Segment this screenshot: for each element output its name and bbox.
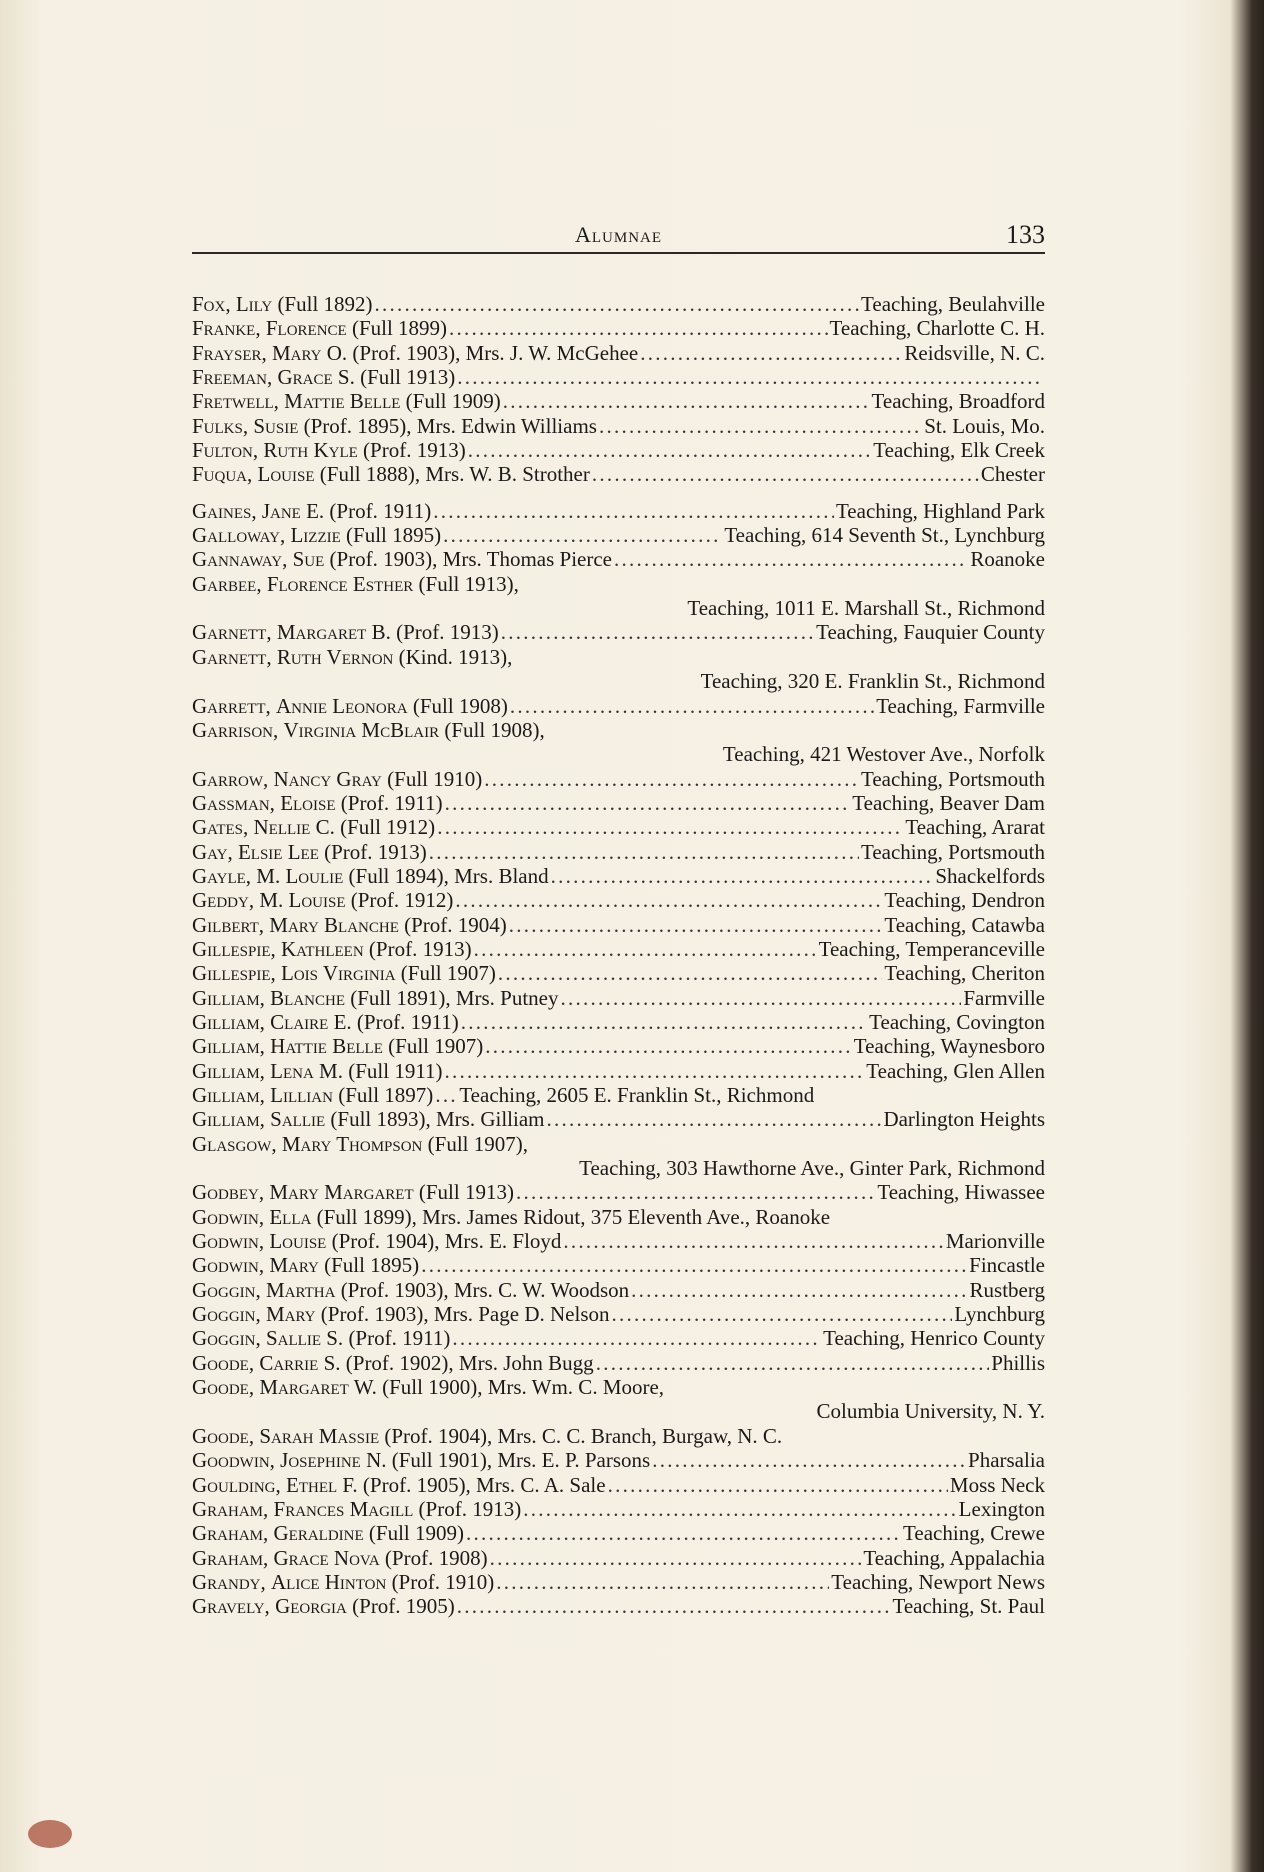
entry-surname: Godbey, [192, 1180, 265, 1205]
entry-detail: (Full 1908) [412, 693, 508, 718]
alumna-entry [192, 316, 1045, 340]
alumna-entry [192, 815, 1045, 839]
entry-surname: Godwin, [192, 1253, 265, 1278]
entry-given-name: Kathleen [281, 936, 364, 961]
entry-given-name: Mary Margaret [269, 1180, 414, 1205]
entry-place: Lexington [958, 1496, 1045, 1521]
entry-surname: Garbee, [192, 571, 262, 596]
dot-leader [640, 341, 902, 365]
dot-leader [445, 791, 851, 815]
alumna-entry [192, 1132, 1045, 1156]
entry-detail: (Full 1907) [388, 1034, 484, 1059]
entry-detail: (Full 1909) [405, 389, 501, 414]
entry-place: Teaching, Broadford [871, 389, 1045, 414]
entry-place: Moss Neck [949, 1472, 1045, 1497]
entry-surname: Fretwell, [192, 389, 279, 414]
entry-detail: (Prof. 1908) [384, 1545, 488, 1570]
entry-place: Teaching, Hiwassee [877, 1180, 1045, 1205]
entry-given-name: Annie Leonora [276, 693, 408, 718]
dot-leader [449, 316, 827, 340]
dot-leader [516, 1180, 875, 1204]
dot-leader [498, 961, 882, 985]
entry-place: Teaching, Temperanceville [818, 936, 1045, 961]
dot-leader [457, 365, 1043, 389]
entry-given-name: Sue [292, 547, 325, 572]
alumna-entry [192, 365, 1045, 389]
entry-place: Teaching, Covington [869, 1009, 1045, 1034]
alumna-entry [192, 1302, 1045, 1326]
entry-place: Farmville [963, 985, 1045, 1010]
entry-surname: Gilliam, [192, 1107, 265, 1132]
entry-surname: Goggin, [192, 1302, 261, 1327]
entry-surname: Fox, [192, 292, 231, 316]
entry-detail: (Full 1913) [418, 1180, 514, 1205]
entry-surname: Goulding, [192, 1472, 281, 1497]
entry-detail: (Prof. 1912) [350, 888, 454, 913]
entry-given-name: Mary [266, 1302, 316, 1327]
alumna-entry [192, 523, 1045, 547]
entry-place: Phillis [991, 1350, 1045, 1375]
entry-detail: (Prof. 1913) [396, 620, 499, 645]
entry-given-name: Ruth Kyle [263, 438, 358, 463]
alumna-entry [192, 1059, 1045, 1083]
dot-leader [445, 1059, 865, 1083]
entry-continuation [192, 596, 1045, 620]
dot-leader [455, 888, 882, 912]
entry-continuation [192, 1399, 1045, 1423]
entry-place: Teaching, Portsmouth [860, 766, 1045, 791]
entry-place: Teaching, Beulahville [861, 292, 1045, 316]
entry-given-name: Lillian [270, 1083, 333, 1107]
entry-surname: Gilliam, [192, 1034, 265, 1059]
entry-given-name: Louise [269, 1229, 327, 1254]
entry-surname: Gilbert, [192, 912, 265, 937]
alumna-entry [192, 1424, 1045, 1448]
entry-place: Teaching, Highland Park [835, 498, 1045, 523]
entry-detail: (Full 1901), Mrs. E. P. Parsons [391, 1448, 651, 1473]
entry-detail: (Full 1895) [346, 523, 442, 548]
entry-surname: Godwin, [192, 1229, 265, 1254]
entry-given-name: Margaret B. [276, 620, 391, 645]
alumna-entry [192, 438, 1045, 462]
entry-surname: Gay, [192, 839, 233, 864]
entry-surname: Gillespie, [192, 936, 276, 961]
entry-given-name: Eloise [280, 790, 336, 815]
entry-given-name: Mattie Belle [284, 389, 401, 414]
entry-given-name: Ethel F. [286, 1472, 358, 1497]
entry-detail: (Prof. 1903), Mrs. J. W. McGehee [352, 340, 639, 365]
entry-surname: Gilliam, [192, 985, 265, 1010]
alumna-entry [192, 1229, 1045, 1253]
alumna-entry [192, 645, 1045, 669]
dot-leader [592, 462, 979, 486]
entry-given-name: Mary Thompson [281, 1131, 423, 1156]
entry-place: Roanoke [970, 547, 1045, 572]
alumna-entry [192, 414, 1045, 438]
dot-leader [490, 1546, 862, 1570]
entry-surname: Frayser, [192, 340, 267, 365]
running-head: Alumnae [574, 222, 663, 247]
dot-leader [596, 1351, 990, 1375]
entry-detail: (Full 1907), [427, 1131, 528, 1156]
entry-given-name: Ruth Vernon [276, 644, 394, 669]
entry-surname: Garnett, [192, 620, 272, 645]
dot-leader [496, 1570, 829, 1594]
entry-given-name: Mary O. [271, 340, 348, 365]
alumna-entry [192, 913, 1045, 937]
entry-detail: (Full 1913) [360, 365, 456, 390]
dot-leader [523, 1497, 956, 1521]
entry-place: Teaching, Elk Creek [873, 438, 1045, 463]
entry-detail: (Prof. 1911) [356, 1009, 459, 1034]
alumna-entry [192, 1375, 1045, 1399]
alumna-entry [192, 1448, 1045, 1472]
entry-detail: (Prof. 1913) [368, 936, 472, 961]
entry-place: Teaching, 421 Westover Ave., Norfolk [722, 742, 1045, 767]
alumna-entry [192, 462, 1045, 486]
entry-given-name: Lena M. [270, 1058, 343, 1083]
alumna-entry [192, 1278, 1045, 1302]
alumna-entry [192, 620, 1045, 644]
entry-given-name: Ella [269, 1204, 312, 1229]
entry-given-name: Lily [235, 292, 273, 316]
entry-detail: (Prof. 1911) [329, 498, 432, 523]
entry-place: Columbia University, N. Y. [816, 1399, 1045, 1424]
alumna-entry [192, 1497, 1045, 1521]
dot-leader [461, 1010, 867, 1034]
entry-detail: (Full 1900), Mrs. Wm. C. Moore, [382, 1375, 665, 1400]
entry-surname: Gillespie, [192, 961, 276, 986]
entry-place: Reidsville, N. C. [904, 340, 1045, 365]
entry-detail: (Prof. 1903), Mrs. Thomas Pierce [329, 547, 613, 572]
entry-surname: Graham, [192, 1521, 269, 1546]
entry-given-name: Lois Virginia [281, 961, 396, 986]
dot-leader [474, 937, 817, 961]
alumnae-list [192, 292, 1045, 1619]
dot-leader [612, 1302, 953, 1326]
alumna-entry [192, 1594, 1045, 1618]
entry-surname: Gates, [192, 815, 249, 840]
alumna-entry [192, 937, 1045, 961]
entry-place: Teaching, Fauquier County [816, 620, 1045, 645]
alumna-entry [192, 986, 1045, 1010]
entry-given-name: Louise [257, 462, 315, 487]
entry-detail: (Full 1912) [340, 815, 436, 840]
alumna-entry [192, 341, 1045, 365]
alumna-entry [192, 864, 1045, 888]
entry-detail: (Full 1913), [418, 571, 519, 596]
dot-leader [608, 1473, 948, 1497]
entry-surname: Goode, [192, 1375, 255, 1400]
entry-surname: Fulton, [192, 438, 259, 463]
entry-surname: Goode, [192, 1423, 255, 1448]
entry-given-name: Hattie Belle [270, 1034, 383, 1059]
entry-surname: Garrett, [192, 693, 271, 718]
entry-surname: Franke, [192, 316, 261, 341]
alumna-entry [192, 1253, 1045, 1277]
alumna-entry [192, 961, 1045, 985]
alumna-entry [192, 767, 1045, 791]
entry-surname: Gayle, [192, 863, 252, 888]
dot-leader [452, 1326, 821, 1350]
dot-leader [614, 547, 968, 571]
entry-given-name: Alice Hinton [271, 1569, 387, 1594]
alumna-entry [192, 1180, 1045, 1204]
entry-surname: Garnett, [192, 644, 272, 669]
entry-detail: (Prof. 1904), Mrs. E. Floyd [331, 1229, 562, 1254]
entry-surname: Goggin, [192, 1277, 261, 1302]
alumna-entry [192, 1205, 1045, 1229]
dot-leader [509, 913, 883, 937]
entry-place: Teaching, Portsmouth [860, 839, 1045, 864]
dot-leader [561, 986, 962, 1010]
entry-given-name: Martha [266, 1277, 336, 1302]
alumna-entry [192, 1107, 1045, 1131]
entry-surname: Godwin, [192, 1204, 265, 1229]
entry-surname: Garrison, [192, 717, 279, 742]
alumna-entry [192, 1010, 1045, 1034]
entry-given-name: Sallie [270, 1107, 326, 1132]
entry-detail: (Prof. 1910) [391, 1569, 495, 1594]
entry-detail: (Full 1910) [387, 766, 483, 791]
entry-detail: (Kind. 1913), [398, 644, 513, 669]
entry-detail: (Full 1899) [351, 316, 448, 341]
entry-detail: (Prof. 1904), Mrs. C. C. Branch, Burgaw, N. C. [384, 1423, 783, 1448]
entry-given-name: Mary [269, 1253, 319, 1278]
entry-surname: Gannaway, [192, 547, 288, 572]
entry-continuation [192, 742, 1045, 766]
entry-place: Teaching, 303 Hawthorne Ave., Ginter Park, Richmond [579, 1156, 1045, 1181]
entry-given-name: Mary Blanche [269, 912, 399, 937]
entry-given-name: Claire E. [270, 1009, 352, 1034]
dot-leader [437, 815, 903, 839]
page-header [192, 222, 1045, 254]
alumna-entry [192, 1034, 1045, 1058]
entry-detail: (Prof. 1913) [324, 839, 427, 864]
entry-place: Teaching, Beaver Dam [852, 790, 1045, 815]
alumna-entry [192, 547, 1045, 571]
entry-given-name: M. Loulie [256, 863, 344, 888]
entry-given-name: Grace Nova [273, 1545, 380, 1570]
entry-given-name: Nellie C. [253, 815, 335, 840]
alumna-entry [192, 718, 1045, 742]
entry-given-name: Georgia [275, 1594, 347, 1619]
entry-place: Lynchburg [954, 1302, 1045, 1327]
entry-surname: Goode, [192, 1350, 255, 1375]
alumna-entry [192, 1351, 1045, 1375]
entry-place: Teaching, Cheriton [884, 961, 1045, 986]
entry-surname: Graham, [192, 1496, 269, 1521]
entry-detail: (Prof. 1904) [404, 912, 507, 937]
entry-given-name: Margaret W. [259, 1375, 377, 1400]
entry-place: Chester [980, 462, 1045, 487]
entry-detail: (Full 1907) [400, 961, 496, 986]
alumna-entry [192, 888, 1045, 912]
alumna-entry [192, 1521, 1045, 1545]
dot-leader [547, 1107, 882, 1131]
entry-detail: (Prof. 1911) [340, 790, 443, 815]
entry-place: St. Louis, Mo. [924, 413, 1045, 438]
dot-leader [435, 1083, 457, 1107]
entry-surname: Galloway, [192, 523, 286, 548]
entry-surname: Fuqua, [192, 462, 253, 487]
dot-leader [457, 1594, 891, 1618]
entry-given-name: Virginia McBlair [283, 717, 440, 742]
entry-place: Teaching, 2605 E. Franklin St., Richmond [459, 1083, 815, 1107]
entry-detail: (Full 1908), [444, 717, 545, 742]
entry-surname: Graham, [192, 1545, 269, 1570]
entry-place: Teaching, Glen Allen [866, 1058, 1045, 1083]
alumna-entry [192, 1473, 1045, 1497]
entry-detail: (Full 1895) [324, 1253, 420, 1278]
entry-surname: Grandy, [192, 1569, 266, 1594]
entry-detail: (Prof. 1902), Mrs. John Bugg [345, 1350, 594, 1375]
entry-given-name: Carrie S. [259, 1350, 341, 1375]
entry-detail: (Full 1911) [348, 1058, 443, 1083]
alumna-entry [192, 1570, 1045, 1594]
entry-detail: (Prof. 1913) [363, 438, 466, 463]
dot-leader [429, 840, 859, 864]
entry-place: Teaching, Ararat [905, 815, 1045, 840]
entry-given-name: Susie [253, 413, 299, 438]
entry-place: Teaching, Crewe [903, 1521, 1045, 1546]
entry-surname: Goodwin, [192, 1448, 275, 1473]
dot-leader [510, 694, 874, 718]
entry-surname: Freeman, [192, 365, 273, 390]
entry-place: Darlington Heights [883, 1107, 1045, 1132]
dot-leader [631, 1278, 967, 1302]
entry-detail: (Full 1894), Mrs. Bland [348, 863, 549, 888]
alumna-entry [192, 1546, 1045, 1570]
entry-surname: Gilliam, [192, 1083, 265, 1107]
entry-detail: (Full 1891), Mrs. Putney [350, 985, 559, 1010]
entry-given-name: Nancy Gray [273, 766, 382, 791]
entry-given-name: Sarah Massie [259, 1423, 380, 1448]
entry-place: Teaching, Waynesboro [853, 1034, 1045, 1059]
dot-leader [563, 1229, 943, 1253]
page-number: 133 [1006, 220, 1045, 249]
entry-place: Teaching, Farmville [876, 693, 1045, 718]
dot-leader [443, 523, 722, 547]
alumna-entry [192, 292, 1045, 316]
entry-given-name: Grace S. [277, 365, 355, 390]
entry-given-name: Sallie S. [266, 1326, 344, 1351]
entry-given-name: Josephine N. [280, 1448, 387, 1473]
entry-place: Teaching, 1011 E. Marshall St., Richmond [687, 596, 1045, 621]
dot-leader [466, 1521, 901, 1545]
entry-place: Teaching, 614 Seventh St., Lynchburg [724, 523, 1045, 548]
entry-surname: Gravely, [192, 1594, 270, 1619]
entry-place: Teaching, Charlotte C. H. [829, 316, 1045, 341]
entry-place: Fincastle [969, 1253, 1045, 1278]
entry-given-name: Frances Magill [273, 1496, 414, 1521]
entry-place: Teaching, St. Paul [892, 1594, 1045, 1619]
entry-detail: (Prof. 1903), Mrs. Page D. Nelson [320, 1302, 610, 1327]
entry-continuation [192, 1156, 1045, 1180]
entry-surname: Gassman, [192, 790, 275, 815]
entry-detail: (Full 1888), Mrs. W. B. Strother [319, 462, 590, 487]
dot-leader [501, 620, 814, 644]
entry-surname: Gilliam, [192, 1058, 265, 1083]
entry-given-name: Florence [265, 316, 347, 341]
entry-detail: (Prof. 1895), Mrs. Edwin Williams [303, 413, 597, 438]
entry-detail: (Full 1909) [368, 1521, 465, 1546]
entry-detail: (Full 1897) [338, 1083, 434, 1107]
alumna-entry [192, 1083, 1045, 1107]
entry-place: Teaching, Henrico County [823, 1326, 1045, 1351]
entry-detail: (Full 1899), Mrs. James Ridout, 375 Eleventh Ave., Roanoke [316, 1204, 831, 1229]
entry-given-name: M. Louise [259, 888, 346, 913]
entry-detail: (Full 1892) [277, 292, 373, 316]
entry-surname: Geddy, [192, 888, 255, 913]
alumna-entry [192, 840, 1045, 864]
alumna-entry [192, 791, 1045, 815]
stain-mark [28, 1820, 72, 1848]
entry-given-name: Elsie Lee [237, 839, 319, 864]
entry-detail: (Prof. 1911) [348, 1326, 451, 1351]
entry-given-name: Geraldine [273, 1521, 364, 1546]
entry-surname: Glasgow, [192, 1131, 277, 1156]
dot-leader [652, 1448, 966, 1472]
entry-place: Teaching, Appalachia [863, 1545, 1045, 1570]
entry-surname: Goggin, [192, 1326, 261, 1351]
section-gap [192, 487, 1045, 499]
entry-given-name: Lizzie [290, 523, 341, 548]
entry-given-name: Jane E. [261, 498, 325, 523]
entry-given-name: Florence Esther [266, 571, 414, 596]
dot-leader [551, 864, 934, 888]
entry-place: Teaching, Newport News [831, 1569, 1045, 1594]
entry-place: Teaching, Dendron [884, 888, 1045, 913]
entry-detail: (Prof. 1903), Mrs. C. W. Woodson [340, 1277, 630, 1302]
dot-leader [433, 499, 834, 523]
entry-detail: (Prof. 1913) [418, 1496, 522, 1521]
alumna-entry [192, 1326, 1045, 1350]
entry-place: Shackelfords [935, 863, 1045, 888]
dot-leader [484, 767, 859, 791]
entry-surname: Fulks, [192, 413, 249, 438]
entry-place: Teaching, 320 E. Franklin St., Richmond [700, 669, 1045, 694]
entry-continuation [192, 669, 1045, 693]
entry-place: Pharsalia [968, 1448, 1045, 1473]
dot-leader [599, 414, 922, 438]
entry-surname: Garrow, [192, 766, 269, 791]
entry-detail: (Full 1893), Mrs. Gilliam [330, 1107, 545, 1132]
alumna-entry [192, 389, 1045, 413]
alumna-entry [192, 572, 1045, 596]
entry-detail: (Prof. 1905) [352, 1594, 455, 1619]
alumna-entry [192, 694, 1045, 718]
entry-surname: Gaines, [192, 498, 257, 523]
dot-leader [485, 1034, 852, 1058]
entry-place: Rustberg [969, 1277, 1045, 1302]
entry-surname: Gilliam, [192, 1009, 265, 1034]
entry-place: Teaching, Catawba [884, 912, 1045, 937]
dot-leader [421, 1253, 967, 1277]
entry-place: Marionville [945, 1229, 1045, 1254]
dot-leader [375, 292, 860, 316]
entry-detail: (Prof. 1905), Mrs. C. A. Sale [362, 1472, 606, 1497]
dot-leader [468, 438, 872, 462]
entry-given-name: Blanche [270, 985, 345, 1010]
dot-leader [503, 389, 870, 413]
alumna-entry [192, 499, 1045, 523]
